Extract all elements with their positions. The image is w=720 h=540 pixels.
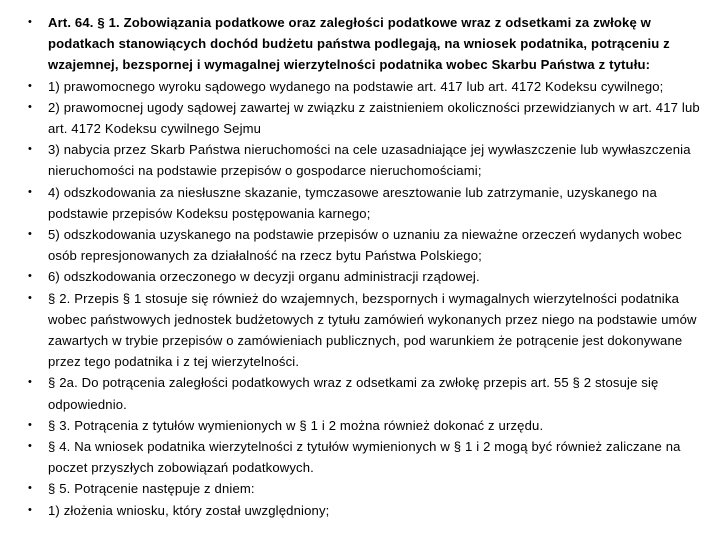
list-item: [0, 266, 720, 287]
list-item: [0, 478, 720, 499]
list-item: [0, 139, 720, 181]
list-item: [0, 415, 720, 436]
bullet-icon: •: [28, 16, 33, 28]
list-item-text: § 4. Na wniosek podatnika wierzytelności z tytułów wymienionych w § 1 i 2 mogą być również zaliczane na poczet przyszłych zobowiązań podatkowych.: [48, 439, 681, 476]
bullet-icon: •: [28, 376, 33, 389]
list-item-text: 3) nabycia przez Skarb Państwa nieruchomości na cele uzasadniające jej wywłaszczenie lub wywłaszczenia nieruchomości na podstawie przepisów o gospodarce nieruchomościami;: [48, 142, 691, 179]
list-item-text: 6) odszkodowania orzeczonego w decyzji organu administracji rządowej.: [48, 269, 480, 285]
list-item-text: 1) prawomocnego wyroku sądowego wydanego na podstawie art. 417 lub art. 4172 Kodeksu cywilnego;: [48, 78, 664, 94]
bullet-icon: •: [28, 482, 33, 495]
list-item-text: § 3. Potrącenia z tytułów wymienionych w § 1 i 2 można również dokonać z urzędu.: [48, 417, 544, 433]
article-bullet-list: [0, 12, 720, 521]
bullet-icon: •: [28, 418, 33, 431]
list-item: [0, 288, 720, 373]
list-item: [0, 97, 720, 139]
bullet-icon: •: [28, 440, 33, 453]
bullet-icon: •: [28, 79, 33, 92]
list-item: [0, 76, 720, 97]
bullet-icon: •: [28, 185, 33, 198]
list-item-text: 1) złożenia wniosku, który został uwzględniony;: [48, 502, 330, 518]
list-item: [0, 372, 720, 414]
list-item-text: 2) prawomocnej ugody sądowej zawartej w związku z zaistnieniem okoliczności przewidzianych w art. 417 lub art. 4172 Kodeksu cywilnego Sejmu: [48, 99, 700, 137]
list-item: [0, 12, 720, 76]
list-item: [0, 224, 720, 266]
list-item-text: § 2. Przepis § 1 stosuje się również do wzajemnych, bezspornych i wymagalnych wierzytelności podatnika wobec państwowych jednostek budżetowych z tytułu zamówień wykonanych przez niego na podstawie umów zawartych w trybie przepisów o zamówieniach publicznych, pod warunkiem że potrącenie jest dokonywane przez tego podatnika i z tej wierzytelności.: [48, 290, 697, 370]
list-item-text: 4) odszkodowania za niesłuszne skazanie, tymczasowe aresztowanie lub zatrzymanie, uzyskanego na podstawie przepisów Kodeksu postępowania karnego;: [48, 184, 657, 221]
bullet-icon: •: [28, 291, 33, 304]
list-item: [0, 182, 720, 224]
list-item: [0, 500, 720, 521]
list-item-text: § 2a. Do potrącenia zaległości podatkowych wraz z odsetkami za zwłokę przepis art. 55 § 2 stosuje się odpowiednio.: [48, 375, 659, 412]
list-item: [0, 436, 720, 478]
list-item-text: 5) odszkodowania uzyskanego na podstawie przepisów o uznaniu za nieważne orzeczeń wydanych wobec osób represjonowanych za działalność na rzecz bytu Państwa Polskiego;: [48, 227, 682, 264]
bullet-icon: •: [28, 100, 33, 113]
bullet-icon: •: [28, 143, 33, 156]
list-item-text: Art. 64. § 1. Zobowiązania podatkowe oraz zaległości podatkowe wraz z odsetkami za zwłokę w podatkach stanowiących dochód budżetu państwa podlegają, na wniosek podatnika, potrąceniu z wzajemnej, bezspornej i wymagalnej wierzytelności podatnika wobec Skarbu Państwa z tytułu:: [48, 15, 670, 73]
bullet-icon: •: [28, 270, 33, 283]
list-item-text: § 5. Potrącenie następuje z dniem:: [48, 481, 255, 497]
bullet-icon: •: [28, 503, 33, 516]
bullet-icon: •: [28, 228, 33, 241]
